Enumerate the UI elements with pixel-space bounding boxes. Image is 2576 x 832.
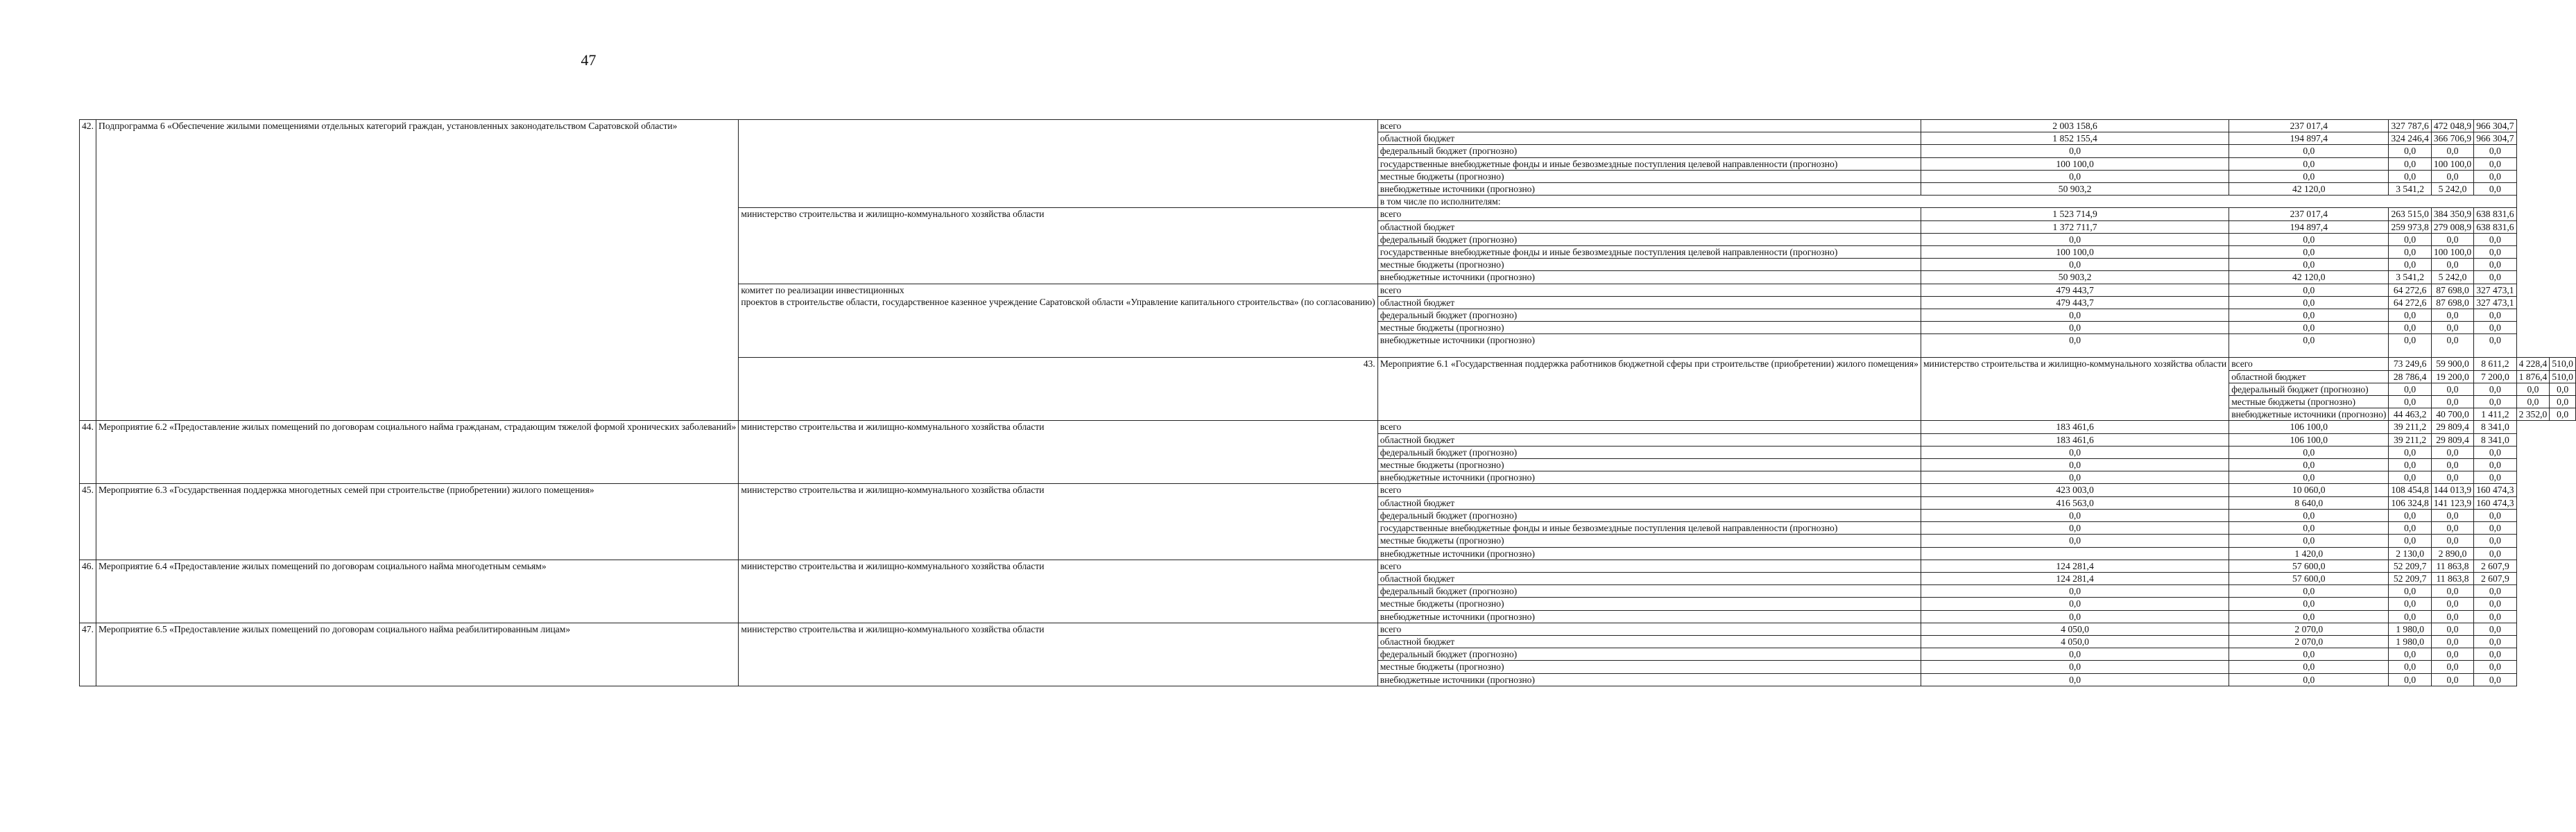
value-cell: 0,0 xyxy=(2389,673,2431,686)
value-cell: 0,0 xyxy=(2431,334,2473,358)
value-cell: 0,0 xyxy=(2474,585,2516,598)
value-cell: 39 211,2 xyxy=(2389,433,2431,446)
value-cell: 2 003 158,6 xyxy=(1921,120,2229,132)
value-cell: 0,0 xyxy=(2389,145,2431,157)
value-cell: 0,0 xyxy=(2550,383,2576,395)
value-cell: 0,0 xyxy=(2431,661,2473,673)
source-label: федеральный бюджет (прогнозно) xyxy=(1377,145,1921,157)
source-label: внебюджетные источники (прогнозно) xyxy=(1377,183,1921,196)
value-cell: 0,0 xyxy=(1921,309,2229,322)
value-cell: 0,0 xyxy=(2474,623,2516,635)
value-cell: 0,0 xyxy=(2474,610,2516,623)
value-cell: 0,0 xyxy=(2229,509,2389,521)
value-cell: 0,0 xyxy=(1921,509,2229,521)
program-name: Мероприятие 6.1 «Государственная поддержка работников бюджетной сферы при строительстве (приобретении) жилого помещения» xyxy=(1377,358,1921,421)
executor-name-line1: комитет по реализации инвестиционных xyxy=(741,284,904,295)
value-cell: 472 048,9 xyxy=(2431,120,2473,132)
source-label: местные бюджеты (прогнозно) xyxy=(1377,459,1921,471)
value-cell: 87 698,0 xyxy=(2431,296,2473,309)
value-cell: 0,0 xyxy=(2229,459,2389,471)
value-cell: 124 281,4 xyxy=(1921,560,2229,572)
value-cell: 0,0 xyxy=(2474,383,2516,395)
value-cell: 0,0 xyxy=(2229,610,2389,623)
value-cell: 87 698,0 xyxy=(2431,284,2473,296)
value-cell: 8 640,0 xyxy=(2229,496,2389,509)
value-cell: 160 474,3 xyxy=(2474,484,2516,496)
value-cell: 2 130,0 xyxy=(2389,547,2431,560)
value-cell: 416 563,0 xyxy=(1921,496,2229,509)
value-cell: 42 120,0 xyxy=(2229,183,2389,196)
value-cell: 0,0 xyxy=(2229,446,2389,458)
value-cell: 0,0 xyxy=(2389,383,2431,395)
source-label: всего xyxy=(1377,560,1921,572)
value-cell: 0,0 xyxy=(1921,598,2229,610)
source-label: местные бюджеты (прогнозно) xyxy=(1377,598,1921,610)
value-cell: 52 209,7 xyxy=(2389,560,2431,572)
value-cell: 3 541,2 xyxy=(2389,183,2431,196)
source-label: федеральный бюджет (прогнозно) xyxy=(2229,383,2389,395)
table-row xyxy=(80,421,2576,433)
value-cell: 73 249,6 xyxy=(2389,358,2431,370)
value-cell: 0,0 xyxy=(2431,648,2473,661)
value-cell: 0,0 xyxy=(2431,233,2473,245)
value-cell: 108 454,8 xyxy=(2389,484,2431,496)
source-label: внебюджетные источники (прогнозно) xyxy=(1377,271,1921,284)
value-cell: 366 706,9 xyxy=(2431,132,2473,145)
table-row xyxy=(80,560,2576,572)
value-cell: 0,0 xyxy=(2474,535,2516,547)
value-cell: 0,0 xyxy=(2431,396,2473,408)
value-cell: 0,0 xyxy=(2474,309,2516,322)
value-cell: 0,0 xyxy=(2229,246,2389,259)
value-cell: 5 242,0 xyxy=(2431,271,2473,284)
value-cell: 384 350,9 xyxy=(2431,208,2473,220)
value-cell: 1 980,0 xyxy=(2389,623,2431,635)
value-cell: 0,0 xyxy=(2389,522,2431,535)
value-cell: 0,0 xyxy=(2431,383,2473,395)
value-cell: 160 474,3 xyxy=(2474,496,2516,509)
value-cell: 106 100,0 xyxy=(2229,421,2389,433)
executor-name: министерство строительства и жилищно-коммунального хозяйства области xyxy=(739,623,1377,686)
value-cell: 0,0 xyxy=(1921,322,2229,334)
table-row xyxy=(80,623,2576,635)
value-cell: 638 831,6 xyxy=(2474,208,2516,220)
value-cell: 0,0 xyxy=(2431,623,2473,635)
value-cell: 0,0 xyxy=(2550,396,2576,408)
value-cell: 0,0 xyxy=(2389,396,2431,408)
value-cell: 479 443,7 xyxy=(1921,284,2229,296)
value-cell: 0,0 xyxy=(2229,233,2389,245)
source-label: государственные внебюджетные фонды и иные безвозмездные поступления целевой направленности (прогнозно) xyxy=(1377,246,1921,259)
value-cell: 2 070,0 xyxy=(2229,623,2389,635)
value-cell: 57 600,0 xyxy=(2229,572,2389,584)
value-cell: 0,0 xyxy=(2474,246,2516,259)
value-cell: 0,0 xyxy=(2229,309,2389,322)
value-cell: 0,0 xyxy=(2389,170,2431,182)
value-cell: 263 515,0 xyxy=(2389,208,2431,220)
source-label: внебюджетные источники (прогнозно) xyxy=(1377,334,1921,358)
value-cell: 194 897,4 xyxy=(2229,132,2389,145)
value-cell: 0,0 xyxy=(2389,598,2431,610)
value-cell: 0,0 xyxy=(2389,648,2431,661)
row-number: 46. xyxy=(80,560,96,623)
source-label: местные бюджеты (прогнозно) xyxy=(1377,322,1921,334)
source-label: внебюджетные источники (прогнозно) xyxy=(1377,673,1921,686)
value-cell: 0,0 xyxy=(2389,246,2431,259)
value-cell: 0,0 xyxy=(1921,585,2229,598)
value-cell: 0,0 xyxy=(2431,322,2473,334)
executor-name-rest: проектов в строительстве области, государственное казенное учреждение Саратовской области «Управление капитального строительства» (по согласованию) xyxy=(741,296,1375,307)
value-cell: 0,0 xyxy=(2431,522,2473,535)
value-cell: 0,0 xyxy=(2229,585,2389,598)
source-label: местные бюджеты (прогнозно) xyxy=(1377,535,1921,547)
source-label: местные бюджеты (прогнозно) xyxy=(2229,396,2389,408)
value-cell: 0,0 xyxy=(2389,459,2431,471)
value-cell: 0,0 xyxy=(1921,610,2229,623)
value-cell: 237 017,4 xyxy=(2229,208,2389,220)
value-cell: 44 463,2 xyxy=(2389,408,2431,421)
value-cell: 0,0 xyxy=(2389,446,2431,458)
value-cell: 183 461,6 xyxy=(1921,433,2229,446)
value-cell: 106 324,8 xyxy=(2389,496,2431,509)
value-cell: 2 607,9 xyxy=(2474,572,2516,584)
value-cell: 0,0 xyxy=(1921,661,2229,673)
value-cell: 0,0 xyxy=(2474,673,2516,686)
value-cell: 0,0 xyxy=(2431,535,2473,547)
value-cell: 423 003,0 xyxy=(1921,484,2229,496)
value-cell: 124 281,4 xyxy=(1921,572,2229,584)
source-label: федеральный бюджет (прогнозно) xyxy=(1377,446,1921,458)
value-cell: 0,0 xyxy=(2474,509,2516,521)
value-cell: 144 013,9 xyxy=(2431,484,2473,496)
value-cell: 50 903,2 xyxy=(1921,183,2229,196)
value-cell: 0,0 xyxy=(2474,259,2516,271)
value-cell: 0,0 xyxy=(2389,535,2431,547)
value-cell: 0,0 xyxy=(2229,648,2389,661)
value-cell: 11 863,8 xyxy=(2431,572,2473,584)
source-label: внебюджетные источники (прогнозно) xyxy=(1377,547,1921,560)
value-cell: 0,0 xyxy=(1921,459,2229,471)
value-cell: 0,0 xyxy=(1921,334,2229,358)
value-cell: 10 060,0 xyxy=(2229,484,2389,496)
value-cell: 59 900,0 xyxy=(2431,358,2473,370)
value-cell: 279 008,9 xyxy=(2431,220,2473,233)
value-cell: 28 786,4 xyxy=(2389,370,2431,383)
value-cell: 638 831,6 xyxy=(2474,220,2516,233)
value-cell: 1 980,0 xyxy=(2389,635,2431,648)
source-label: областной бюджет xyxy=(1377,496,1921,509)
row-number: 42. xyxy=(80,120,96,421)
value-cell: 327 473,1 xyxy=(2474,296,2516,309)
value-cell: 0,0 xyxy=(2474,271,2516,284)
source-label: всего xyxy=(1377,623,1921,635)
value-cell: 479 443,7 xyxy=(1921,296,2229,309)
executors-subheader: в том числе по исполнителям: xyxy=(1377,196,2516,208)
value-cell: 0,0 xyxy=(2229,322,2389,334)
value-cell: 8 341,0 xyxy=(2474,421,2516,433)
value-cell: 0,0 xyxy=(2389,585,2431,598)
value-cell: 0,0 xyxy=(2431,598,2473,610)
value-cell: 0,0 xyxy=(2516,396,2550,408)
value-cell: 966 304,7 xyxy=(2474,120,2516,132)
row-number: 47. xyxy=(80,623,96,686)
value-cell: 29 809,4 xyxy=(2431,433,2473,446)
value-cell: 0,0 xyxy=(2229,334,2389,358)
source-label: федеральный бюджет (прогнозно) xyxy=(1377,585,1921,598)
source-label: всего xyxy=(1377,484,1921,496)
source-label: областной бюджет xyxy=(1377,132,1921,145)
value-cell: 0,0 xyxy=(2389,309,2431,322)
value-cell: 1 420,0 xyxy=(2229,547,2389,560)
value-cell: 100 100,0 xyxy=(2431,157,2473,170)
value-cell: 4 228,4 xyxy=(2516,358,2550,370)
executor-name: министерство строительства и жилищно-коммунального хозяйства области xyxy=(739,560,1377,623)
value-cell: 4 050,0 xyxy=(1921,623,2229,635)
value-cell: 0,0 xyxy=(1921,233,2229,245)
value-cell: 0,0 xyxy=(2389,322,2431,334)
executor-name: министерство строительства и жилищно-коммунального хозяйства области xyxy=(739,421,1377,484)
value-cell: 0,0 xyxy=(2474,233,2516,245)
value-cell: 100 100,0 xyxy=(1921,157,2229,170)
value-cell: 100 100,0 xyxy=(2431,246,2473,259)
value-cell: 1 852 155,4 xyxy=(1921,132,2229,145)
executor-cell xyxy=(739,120,1377,208)
value-cell: 0,0 xyxy=(2389,233,2431,245)
source-label: всего xyxy=(1377,284,1921,296)
source-label: областной бюджет xyxy=(1377,220,1921,233)
executor-name: министерство строительства и жилищно-коммунального хозяйства области xyxy=(739,208,1377,284)
source-label: областной бюджет xyxy=(2229,370,2389,383)
value-cell: 237 017,4 xyxy=(2229,120,2389,132)
value-cell: 0,0 xyxy=(2431,309,2473,322)
value-cell: 0,0 xyxy=(2474,446,2516,458)
value-cell: 0,0 xyxy=(2431,673,2473,686)
value-cell: 2 607,9 xyxy=(2474,560,2516,572)
value-cell: 0,0 xyxy=(2229,170,2389,182)
value-cell: 2 070,0 xyxy=(2229,635,2389,648)
value-cell: 0,0 xyxy=(1921,145,2229,157)
value-cell: 1 372 711,7 xyxy=(1921,220,2229,233)
value-cell: 0,0 xyxy=(2474,396,2516,408)
value-cell: 8 341,0 xyxy=(2474,433,2516,446)
value-cell: 0,0 xyxy=(2474,322,2516,334)
table-row xyxy=(80,120,2576,132)
executor-name xyxy=(739,284,1377,358)
value-cell: 0,0 xyxy=(2431,471,2473,484)
value-cell: 29 809,4 xyxy=(2431,421,2473,433)
value-cell: 0,0 xyxy=(2474,170,2516,182)
value-cell: 0,0 xyxy=(2389,471,2431,484)
value-cell: 0,0 xyxy=(2431,610,2473,623)
value-cell: 0,0 xyxy=(2474,661,2516,673)
value-cell: 0,0 xyxy=(1921,446,2229,458)
executor-name: министерство строительства и жилищно-коммунального хозяйства области xyxy=(739,484,1377,560)
value-cell: 0,0 xyxy=(2389,661,2431,673)
value-cell: 0,0 xyxy=(2431,635,2473,648)
value-cell: 0,0 xyxy=(2389,157,2431,170)
source-label: местные бюджеты (прогнозно) xyxy=(1377,170,1921,182)
value-cell: 0,0 xyxy=(2389,259,2431,271)
value-cell: 327 787,6 xyxy=(2389,120,2431,132)
value-cell: 0,0 xyxy=(2229,598,2389,610)
source-label: государственные внебюджетные фонды и иные безвозмездные поступления целевой направленности (прогнозно) xyxy=(1377,522,1921,535)
value-cell: 0,0 xyxy=(1921,471,2229,484)
value-cell: 0,0 xyxy=(2229,296,2389,309)
value-cell: 0,0 xyxy=(1921,522,2229,535)
value-cell: 0,0 xyxy=(2431,259,2473,271)
value-cell: 141 123,9 xyxy=(2431,496,2473,509)
value-cell: 4 050,0 xyxy=(1921,635,2229,648)
program-name: Подпрограмма 6 «Обеспечение жилыми помещениями отдельных категорий граждан, установленных законодательством Саратовской области» xyxy=(96,120,739,421)
value-cell: 0,0 xyxy=(2431,170,2473,182)
value-cell: 1 523 714,9 xyxy=(1921,208,2229,220)
value-cell: 0,0 xyxy=(2229,157,2389,170)
value-cell: 1 411,2 xyxy=(2474,408,2516,421)
value-cell: 3 541,2 xyxy=(2389,271,2431,284)
source-label: всего xyxy=(2229,358,2389,370)
value-cell: 39 211,2 xyxy=(2389,421,2431,433)
source-label: местные бюджеты (прогнозно) xyxy=(1377,661,1921,673)
value-cell: 0,0 xyxy=(2229,661,2389,673)
table-row xyxy=(80,484,2576,496)
value-cell: 0,0 xyxy=(1921,259,2229,271)
value-cell: 64 272,6 xyxy=(2389,296,2431,309)
value-cell: 19 200,0 xyxy=(2431,370,2473,383)
value-cell: 510,0 xyxy=(2550,370,2576,383)
source-label: федеральный бюджет (прогнозно) xyxy=(1377,309,1921,322)
value-cell: 106 100,0 xyxy=(2229,433,2389,446)
value-cell: 0,0 xyxy=(2474,547,2516,560)
row-number: 43. xyxy=(739,358,1377,421)
source-label: всего xyxy=(1377,421,1921,433)
value-cell: 0,0 xyxy=(2431,585,2473,598)
source-label: всего xyxy=(1377,208,1921,220)
value-cell: 0,0 xyxy=(2389,509,2431,521)
value-cell: 8 611,2 xyxy=(2474,358,2516,370)
value-cell: 50 903,2 xyxy=(1921,271,2229,284)
value-cell: 0,0 xyxy=(2474,598,2516,610)
value-cell: 42 120,0 xyxy=(2229,271,2389,284)
value-cell: 0,0 xyxy=(2229,145,2389,157)
value-cell: 966 304,7 xyxy=(2474,132,2516,145)
value-cell: 11 863,8 xyxy=(2431,560,2473,572)
budget-table xyxy=(79,119,2576,686)
source-label: внебюджетные источники (прогнозно) xyxy=(2229,408,2389,421)
source-label: внебюджетные источники (прогнозно) xyxy=(1377,610,1921,623)
value-cell: 194 897,4 xyxy=(2229,220,2389,233)
value-cell: 327 473,1 xyxy=(2474,284,2516,296)
value-cell: 0,0 xyxy=(2229,522,2389,535)
value-cell: 1 876,4 xyxy=(2516,370,2550,383)
source-label: областной бюджет xyxy=(1377,296,1921,309)
value-cell: 0,0 xyxy=(2229,535,2389,547)
value-cell: 0,0 xyxy=(1921,170,2229,182)
value-cell: 5 242,0 xyxy=(2431,183,2473,196)
value-cell: 52 209,7 xyxy=(2389,572,2431,584)
row-number: 45. xyxy=(80,484,96,560)
program-name: Мероприятие 6.3 «Государственная поддержка многодетных семей при строительстве (приобретении) жилого помещения» xyxy=(96,484,739,560)
value-cell: 100 100,0 xyxy=(1921,246,2229,259)
value-cell: 0,0 xyxy=(2516,383,2550,395)
value-cell: 0,0 xyxy=(2229,284,2389,296)
source-label: областной бюджет xyxy=(1377,635,1921,648)
source-label: областной бюджет xyxy=(1377,433,1921,446)
value-cell: 2 352,0 xyxy=(2516,408,2550,421)
value-cell: 0,0 xyxy=(2474,334,2516,358)
value-cell: 0,0 xyxy=(2474,183,2516,196)
value-cell: 259 973,8 xyxy=(2389,220,2431,233)
value-cell: 64 272,6 xyxy=(2389,284,2431,296)
value-cell: 0,0 xyxy=(2431,459,2473,471)
value-cell: 510,0 xyxy=(2550,358,2576,370)
value-cell: 0,0 xyxy=(2474,522,2516,535)
value-cell: 0,0 xyxy=(2474,459,2516,471)
source-label: всего xyxy=(1377,120,1921,132)
value-cell xyxy=(1921,547,2229,560)
value-cell: 324 246,4 xyxy=(2389,132,2431,145)
page-number: 47 xyxy=(581,51,596,69)
value-cell: 0,0 xyxy=(2229,471,2389,484)
source-label: федеральный бюджет (прогнозно) xyxy=(1377,233,1921,245)
value-cell: 0,0 xyxy=(2474,145,2516,157)
value-cell: 0,0 xyxy=(2431,509,2473,521)
program-name: Мероприятие 6.4 «Предоставление жилых помещений по договорам социального найма многодетным семьям» xyxy=(96,560,739,623)
value-cell: 0,0 xyxy=(2550,408,2576,421)
source-label: областной бюджет xyxy=(1377,572,1921,584)
value-cell: 0,0 xyxy=(2474,157,2516,170)
value-cell: 0,0 xyxy=(2431,446,2473,458)
source-label: федеральный бюджет (прогнозно) xyxy=(1377,509,1921,521)
source-label: государственные внебюджетные фонды и иные безвозмездные поступления целевой направленности (прогнозно) xyxy=(1377,157,1921,170)
program-name: Мероприятие 6.5 «Предоставление жилых помещений по договорам социального найма реабилитированным лицам» xyxy=(96,623,739,686)
source-label: внебюджетные источники (прогнозно) xyxy=(1377,471,1921,484)
executor-name: министерство строительства и жилищно-коммунального хозяйства области xyxy=(1921,358,2229,421)
value-cell: 2 890,0 xyxy=(2431,547,2473,560)
value-cell: 0,0 xyxy=(1921,535,2229,547)
row-number: 44. xyxy=(80,421,96,484)
value-cell: 0,0 xyxy=(2474,635,2516,648)
value-cell: 183 461,6 xyxy=(1921,421,2229,433)
value-cell: 0,0 xyxy=(2229,259,2389,271)
value-cell: 57 600,0 xyxy=(2229,560,2389,572)
value-cell: 0,0 xyxy=(1921,648,2229,661)
value-cell: 0,0 xyxy=(1921,673,2229,686)
value-cell: 7 200,0 xyxy=(2474,370,2516,383)
value-cell: 40 700,0 xyxy=(2431,408,2473,421)
program-name: Мероприятие 6.2 «Предоставление жилых помещений по договорам социального найма гражданам, страдающим тяжелой формой хронических заболеваний» xyxy=(96,421,739,484)
value-cell: 0,0 xyxy=(2229,673,2389,686)
value-cell: 0,0 xyxy=(2431,145,2473,157)
value-cell: 0,0 xyxy=(2389,610,2431,623)
source-label: федеральный бюджет (прогнозно) xyxy=(1377,648,1921,661)
value-cell: 0,0 xyxy=(2474,648,2516,661)
value-cell: 0,0 xyxy=(2474,471,2516,484)
source-label: местные бюджеты (прогнозно) xyxy=(1377,259,1921,271)
value-cell: 0,0 xyxy=(2389,334,2431,358)
